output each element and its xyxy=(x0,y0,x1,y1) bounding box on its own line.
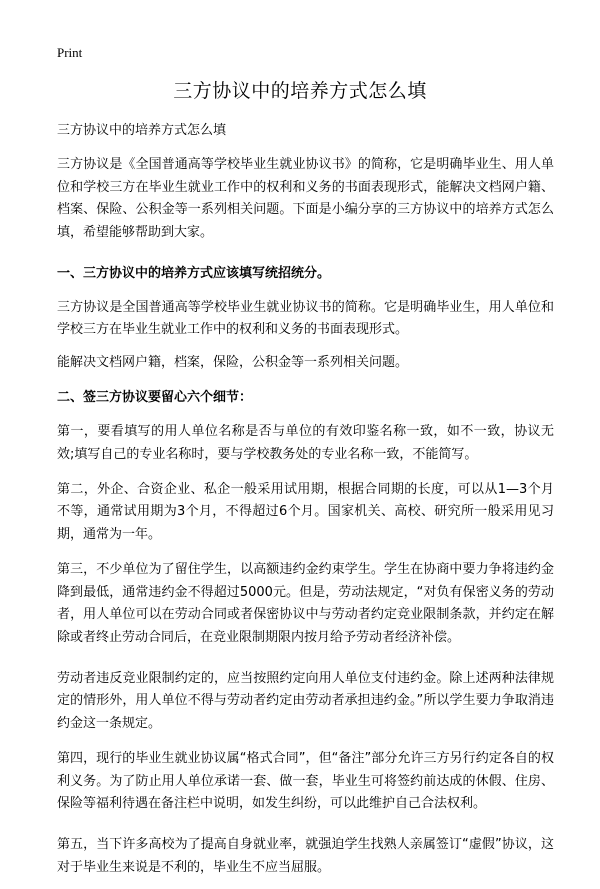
point-3-continued-paragraph: 劳动者违反竞业限制约定的，应当按照约定向用人单位支付违约金。除上述两种法律规定的情形外，用人单位不得与劳动者约定由劳动者承担违约金。”所以学生要力争取消违约金这一条规定。 xyxy=(57,670,554,731)
section-2-heading: 二、签三方协议要留心六个细节： xyxy=(57,390,253,406)
intro-paragraph: 三方协议是《全国普通高等学校毕业生就业协议书》的简称，它是明确毕业生、用人单位和学校三方在毕业生就业工作中的权利和义务的书面表现形式，能解决文档网户籍、档案、保险、公积金等一系列相关问题。下面是小编分享的三方协议中的培养方式怎么填，希望能够帮助到大家。 xyxy=(57,157,554,240)
section-1-heading: 一、三方协议中的培养方式应该填写统招统分。 xyxy=(57,266,331,282)
print-link[interactable]: Print xyxy=(57,45,83,60)
point-4-paragraph: 第四，现行的毕业生就业协议属“格式合同”，但“备注”部分允许三方另行约定各自的权利义务。为了防止用人单位承诺一套、做一套，毕业生可将签约前达成的休假、住房、保险等福利待遇在备注栏中说明，如发生纠纷，可以此维护自己合法权利。 xyxy=(57,751,554,811)
article-subtitle: 三方协议中的培养方式怎么填 xyxy=(57,123,227,138)
section-1-paragraph-1: 三方协议是全国普通高等学校毕业生就业协议书的简称。它是明确毕业生，用人单位和学校三方在毕业生就业工作中的权利和义务的书面表现形式。 xyxy=(57,300,554,338)
section-1-paragraph-2: 能解决文档网户籍，档案，保险，公积金等一系列相关问题。 xyxy=(57,354,409,370)
point-3-paragraph: 第三，不少单位为了留住学生，以高额违约金约束学生。学生在协商中要力争将违约金降到最低，通常违约金不得超过5000元。但是，劳动法规定，“对负有保密义务的劳动者，用人单位可以在劳动合同或者保密协议中与劳动者约定竞业限制条款，并约定在解除或者终止劳动合同后，在竞业限制期限内按月给予劳动者经济补偿。 xyxy=(57,562,554,645)
article-body xyxy=(57,120,554,889)
point-1-paragraph: 第一，要看填写的用人单位名称是否与单位的有效印鉴名称一致，如不一致，协议无效;填写自己的专业名称时，要与学校教务处的专业名称一致，不能简写。 xyxy=(57,424,554,462)
point-5-paragraph: 第五，当下许多高校为了提高自身就业率，就强迫学生找熟人亲属签订“虚假”协议，这对于毕业生来说是不利的，毕业生不应当屈服。 xyxy=(57,837,554,875)
point-2-paragraph: 第二，外企、合资企业、私企一般采用试用期，根据合同期的长度，可以从1—3个月不等，通常试用期为3个月，不得超过6个月。国家机关、高校、研究所一般采用见习期，通常为一年。 xyxy=(57,482,554,542)
page-title: 三方协议中的培养方式怎么填 xyxy=(173,80,427,102)
